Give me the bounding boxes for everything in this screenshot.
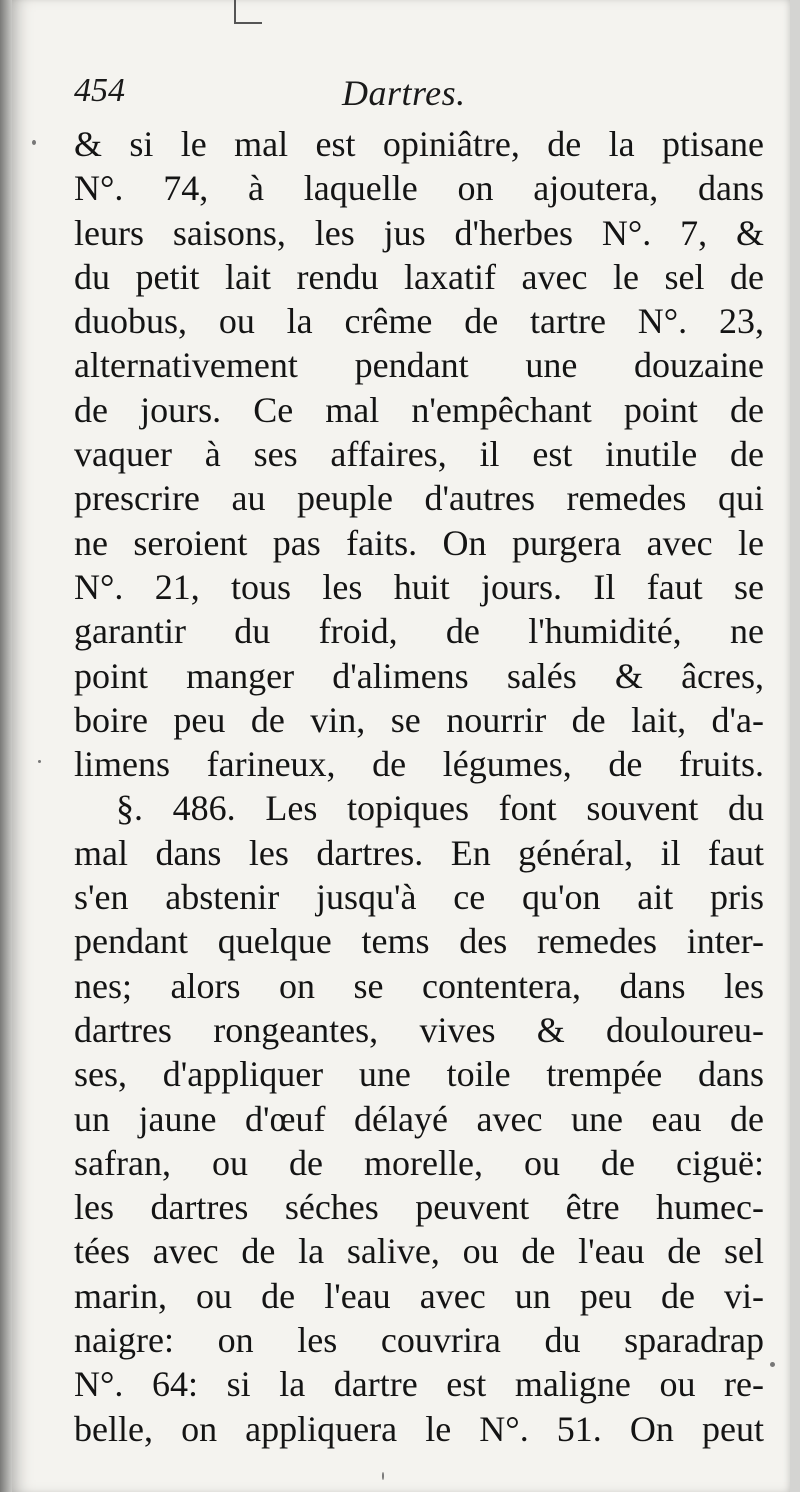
text-line: duobus, ou la crême de tartre N°. 23, (74, 301, 764, 342)
book-page (12, 0, 790, 1492)
page-header (74, 72, 764, 120)
text-line: belle, on appliquera le N°. 51. On peut (74, 1408, 764, 1449)
ink-speck (32, 140, 36, 145)
text-line: leurs saisons, les jus d'herbes N°. 7, & (74, 212, 764, 253)
text-line: du petit lait rendu laxatif avec le sel de (74, 256, 764, 297)
ink-mark (234, 0, 262, 24)
text-line: N°. 74, à laquelle on ajoutera, dans (74, 168, 764, 209)
text-line: point manger d'alimens salés & âcres, (74, 655, 764, 696)
page-gutter-shadow (0, 0, 12, 1492)
text-line: prescrire au peuple d'autres remedes qui (74, 478, 764, 519)
text-line: alternativement pendant une douzaine (74, 345, 764, 386)
text-line: garantir du froid, de l'humidité, ne (74, 611, 764, 652)
text-line: les dartres séches peuvent être humec- (74, 1187, 764, 1228)
ink-speck (38, 760, 41, 763)
running-title: Dartres. (342, 73, 466, 113)
text-line: s'en abstenir jusqu'à ce qu'on ait pris (74, 877, 764, 918)
text-line: pendant quelque tems des remedes inter- (74, 921, 764, 962)
text-line: ne seroient pas faits. On purgera avec le (74, 522, 764, 563)
text-line: safran, ou de morelle, ou de ciguë: (74, 1142, 764, 1183)
text-line: limens farineux, de légumes, de fruits. (74, 744, 764, 785)
ink-speck (770, 1362, 775, 1367)
text-line: ses, d'appliquer une toile trempée dans (74, 1054, 764, 1095)
text-line: un jaune d'œuf délayé avec une eau de (74, 1098, 764, 1139)
body-text (74, 122, 764, 1451)
text-line: N°. 64: si la dartre est maligne ou re- (74, 1364, 764, 1405)
text-line: dartres rongeantes, vives & douloureu- (74, 1009, 764, 1050)
text-line: & si le mal est opiniâtre, de la ptisane (74, 124, 764, 164)
text-line: boire peu de vin, se nourrir de lait, d'a- (74, 699, 764, 740)
page-number: 454 (74, 72, 125, 109)
text-line: N°. 21, tous les huit jours. Il faut se (74, 566, 764, 607)
text-line: marin, ou de l'eau avec un peu de vi- (74, 1275, 764, 1316)
text-line: tées avec de la salive, ou de l'eau de sel (74, 1231, 764, 1272)
ink-speck (382, 1472, 384, 1480)
text-line: nes; alors on se contentera, dans les (74, 965, 764, 1006)
text-line: naigre: on les couvrira du sparadrap (74, 1320, 764, 1361)
text-line: mal dans les dartres. En général, il faut (74, 832, 764, 873)
paragraph-start-line: §. 486. Les topiques font souvent du (116, 788, 764, 829)
text-line: vaquer à ses affaires, il est inutile de (74, 434, 764, 475)
text-line: de jours. Ce mal n'empêchant point de (74, 389, 764, 430)
